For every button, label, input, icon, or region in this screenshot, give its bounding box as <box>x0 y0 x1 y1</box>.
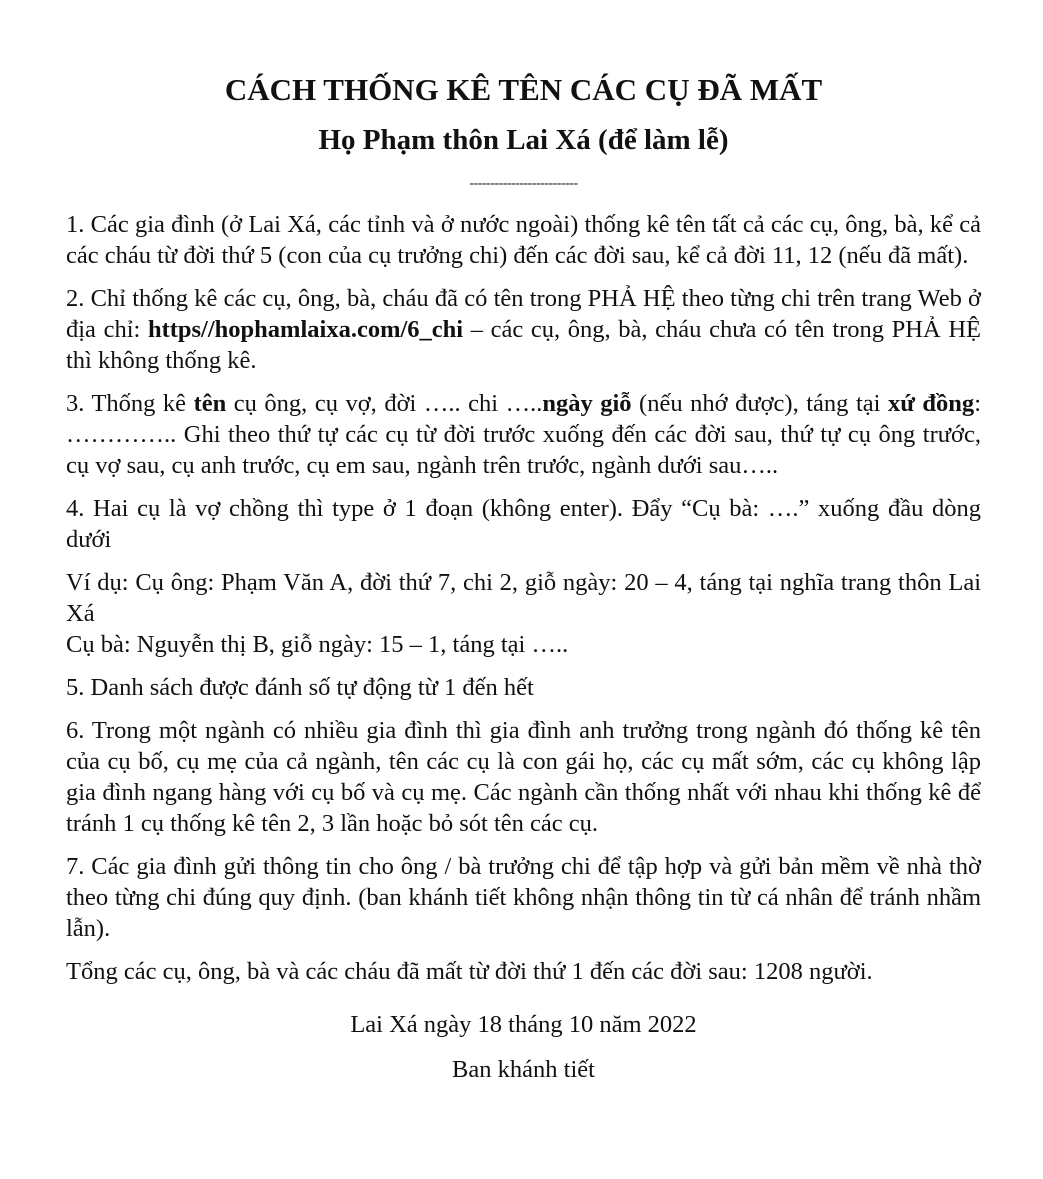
paragraph-4: 4. Hai cụ là vợ chồng thì type ở 1 đoạn (không enter). Đẩy “Cụ bà: ….” xuống đầu dòng dưới <box>66 495 981 553</box>
paragraph-2-text-a: 2. Chỉ thống kê các cụ, ông, bà, cháu đã có tên trong PHẢ HỆ theo từng chi trên trang Web ở địa chỉ: <box>66 285 981 343</box>
signature: Ban khánh tiết <box>452 1056 595 1083</box>
paragraph-3-text-e: : ………….. Ghi theo thứ tự các cụ từ đời trước xuống đến các đời sau, thứ tự cụ ông trước, cụ vợ sau, cụ anh trước, cụ em sau, ngành trên trước, ngành dưới sau….. <box>66 390 981 479</box>
paragraph-3 <box>66 388 981 481</box>
example-line-2: Cụ bà: Nguyễn thị B, giỗ ngày: 15 – 1, táng tại ….. <box>66 631 569 658</box>
document-body <box>66 209 981 1085</box>
website-address: https//hophamlaixa.com/6_chi <box>147 316 464 343</box>
paragraph-3-bold-xu-dong: xứ đồng <box>887 390 975 417</box>
title-divider: -------------------------- <box>469 176 578 191</box>
paragraph-3-text-c: cụ ông, cụ vợ, đời ….. chi ….. <box>226 390 543 417</box>
paragraph-5: 5. Danh sách được đánh số tự động từ 1 đến hết <box>66 674 534 701</box>
paragraph-7: 7. Các gia đình gửi thông tin cho ông / bà trưởng chi để tập hợp và gửi bản mềm về nhà thờ theo từng chi đúng quy định. (ban khánh tiết không nhận thông tin từ cá nhân để tránh nhầm lẫn). <box>66 853 981 942</box>
paragraph-3-text-d: (nếu nhớ được), táng tại <box>631 390 888 417</box>
paragraph-3-text-a: 3. Thống kê <box>66 390 194 417</box>
document-title: CÁCH THỐNG KÊ TÊN CÁC CỤ ĐÃ MẤT <box>224 72 823 107</box>
paragraph-3-bold-ten: tên <box>193 390 227 417</box>
paragraph-1: 1. Các gia đình (ở Lai Xá, các tỉnh và ở nước ngoài) thống kê tên tất cả các cụ, ông, bà, kể cả các cháu từ đời thứ 5 (con của cụ trưởng chi) đến các đời sau, kể cả đời 11, 12 (nếu đã mất). <box>66 211 981 269</box>
paragraph-6: 6. Trong một ngành có nhiều gia đình thì gia đình anh trưởng trong ngành đó thống kê tên của cụ bố, cụ mẹ của cả ngành, tên các cụ là con gái họ, các cụ mất sớm, các cụ không lập gia đình ngang hàng với cụ bố và cụ mẹ. Các ngành cần thống nhất với nhau khi thống kê để tránh 1 cụ thống kê tên 2, 3 lần hoặc bỏ sót tên các cụ. <box>66 717 981 837</box>
date-line: Lai Xá ngày 18 tháng 10 năm 2022 <box>350 1011 697 1038</box>
paragraph-3-bold-ngay-gio: ngày giỗ <box>542 390 632 417</box>
paragraph-2 <box>66 283 981 376</box>
document-subtitle: Họ Phạm thôn Lai Xá (để làm lễ) <box>318 124 729 156</box>
total-summary: Tổng các cụ, ông, bà và các cháu đã mất từ đời thứ 1 đến các đời sau: 1208 người. <box>66 958 873 985</box>
paragraph-2-text-b: – các cụ, ông, bà, cháu chưa có tên trong PHẢ HỆ thì không thống kê. <box>66 316 981 374</box>
example-line-1: Ví dụ: Cụ ông: Phạm Văn A, đời thứ 7, chi 2, giỗ ngày: 20 – 4, táng tại nghĩa trang thôn Lai Xá <box>66 569 981 627</box>
